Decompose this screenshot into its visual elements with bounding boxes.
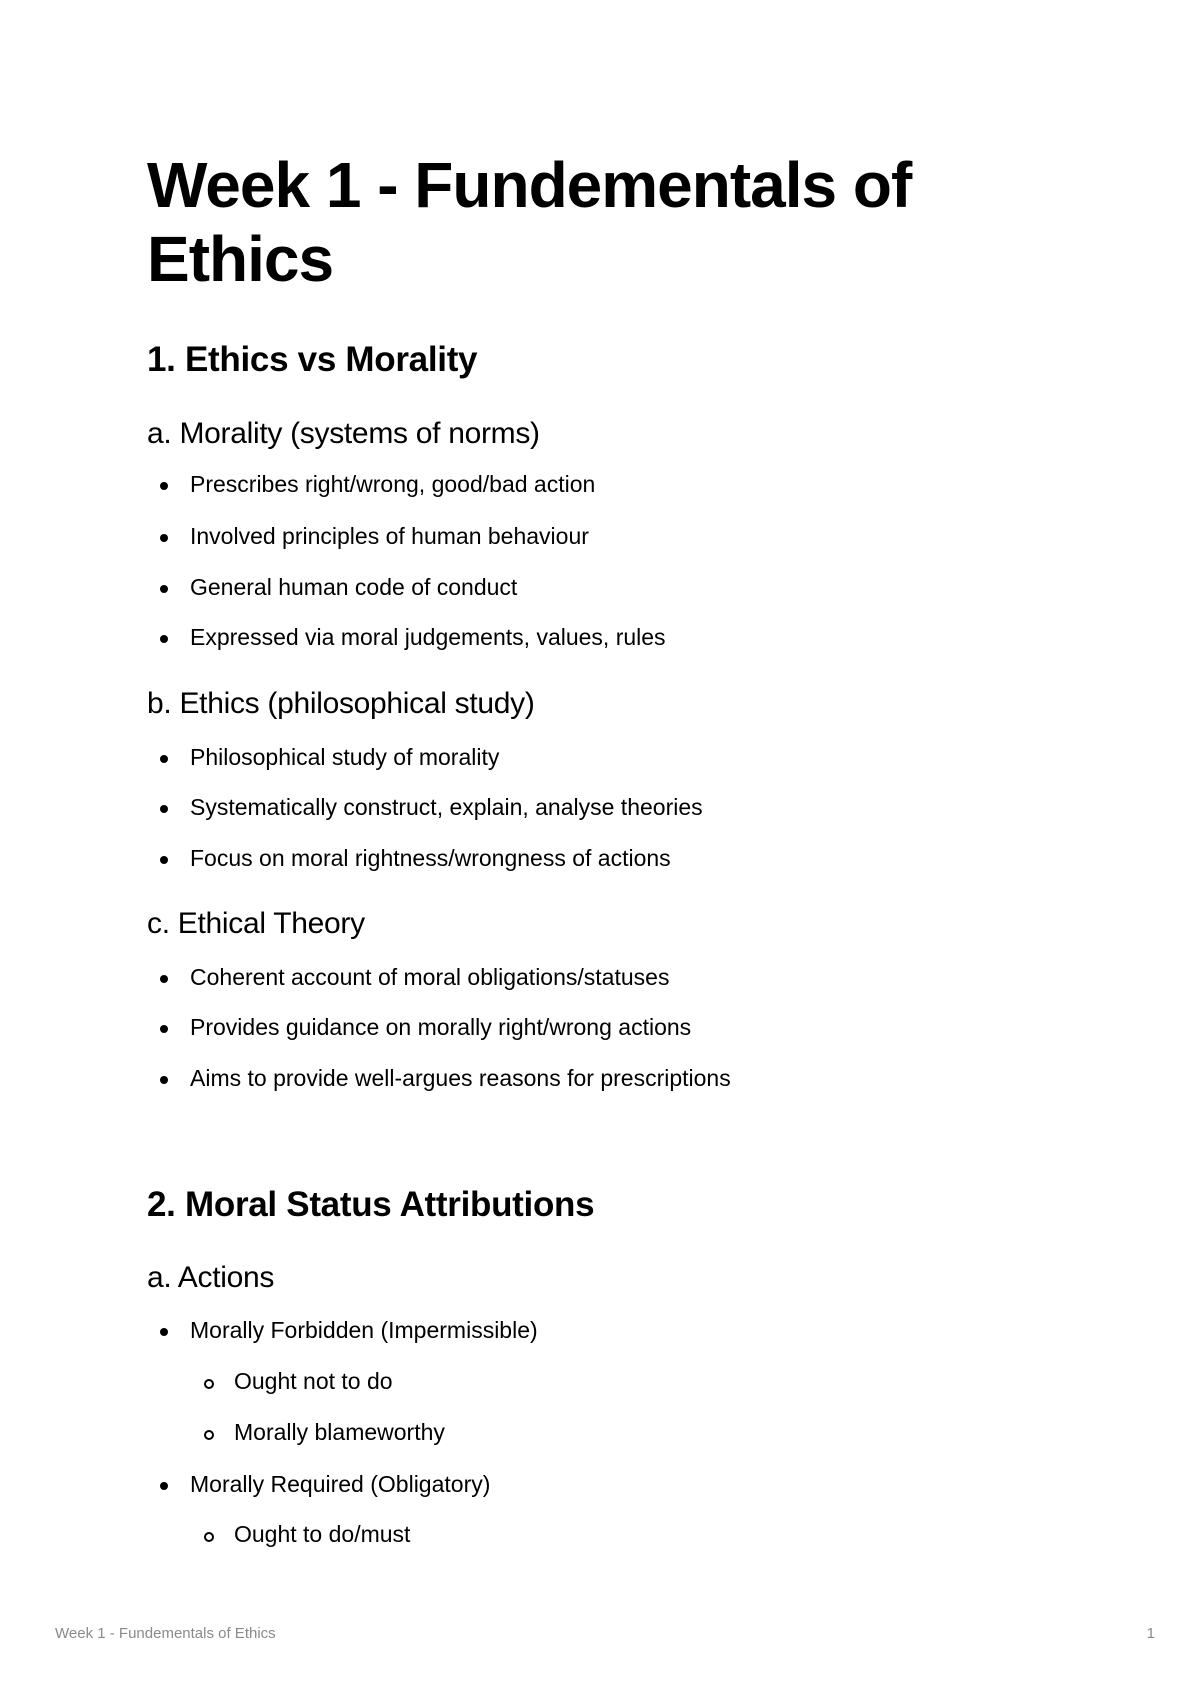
bullet-icon xyxy=(160,805,168,813)
bullet-icon xyxy=(160,534,168,542)
footer-page-number: 1 xyxy=(1146,1625,1155,1642)
footer-document-title: Week 1 - Fundementals of Ethics xyxy=(55,1625,276,1642)
subsection-heading: a. Actions xyxy=(147,1261,275,1294)
bullet-icon xyxy=(160,482,168,490)
bullet-icon xyxy=(160,755,168,763)
bullet-icon xyxy=(160,1482,168,1490)
hollow-bullet-icon xyxy=(204,1532,214,1542)
subsection-heading: c. Ethical Theory xyxy=(147,907,365,940)
hollow-bullet-icon xyxy=(204,1379,214,1389)
bullet-icon xyxy=(160,1328,168,1336)
subsection-heading: a. Morality (systems of norms) xyxy=(147,417,540,450)
bullet-icon xyxy=(160,635,168,643)
bullet-icon xyxy=(160,856,168,864)
hollow-bullet-icon xyxy=(204,1430,214,1440)
section-heading: 2. Moral Status Attributions xyxy=(147,1185,595,1224)
document-title: Week 1 - Fundementals of Ethics xyxy=(147,149,912,295)
bullet-icon xyxy=(160,975,168,983)
bullet-icon xyxy=(160,1076,168,1084)
subsection-heading: b. Ethics (philosophical study) xyxy=(147,687,535,720)
bullet-icon xyxy=(160,1025,168,1033)
section-heading: 1. Ethics vs Morality xyxy=(147,340,478,379)
bullet-icon xyxy=(160,585,168,593)
